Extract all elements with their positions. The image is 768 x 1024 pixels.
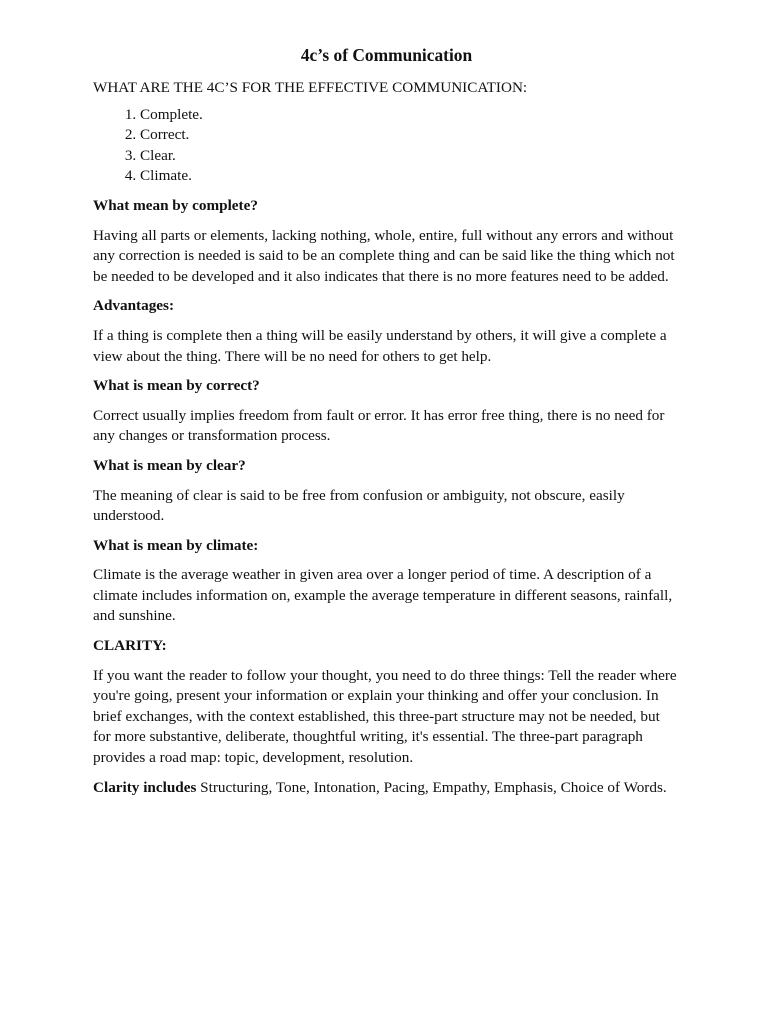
four-cs-list (93, 105, 680, 187)
clarity-paragraph: If you want the reader to follow your thought, you need to do three things: Tell the reader where you're going, present your information or explain your thinking and offer your conclusion. In brief exchanges, with the context established, this three-part structure may not be needed, but for more substantive, deliberate, thoughtful writing, it's essential. The three-part paragraph provides a road map: topic, development, resolution. (93, 666, 677, 767)
document-title: 4c’s of Communication (300, 45, 473, 65)
intro-question: WHAT ARE THE 4C’S FOR THE EFFECTIVE COMMUNICATION: (93, 79, 528, 96)
list-item: 1. Complete. (140, 105, 680, 126)
correct-heading: What is mean by correct? (93, 377, 260, 395)
climate-heading: What is mean by climate: (93, 536, 259, 554)
clarity-includes-text: Structuring, Tone, Intonation, Pacing, Empathy, Emphasis, Choice of Words. (196, 778, 667, 796)
clear-heading: What is mean by clear? (93, 456, 246, 474)
list-item: 3. Clear. (140, 146, 680, 167)
correct-paragraph: Correct usually implies freedom from fault or error. It has error free thing, there is no need for any changes or transformation process. (93, 406, 665, 445)
advantages-heading: Advantages: (93, 297, 175, 315)
advantages-paragraph: If a thing is complete then a thing will be easily understand by others, it will give a complete a view about the thing. There will be no need for others to get help. (93, 326, 667, 365)
clarity-includes-paragraph (93, 778, 680, 799)
list-item: 4. Climate. (140, 166, 680, 187)
clarity-heading: CLARITY: (93, 637, 167, 655)
list-item: 2. Correct. (140, 125, 680, 146)
complete-heading: What mean by complete? (93, 196, 258, 214)
clarity-includes-label: Clarity includes (93, 778, 197, 796)
climate-paragraph: Climate is the average weather in given area over a longer period of time. A description of a climate includes information on, example the average temperature in different seasons, rainfall, and sunshine. (93, 566, 673, 625)
complete-paragraph: Having all parts or elements, lacking nothing, whole, entire, full without any errors and without any correction is needed is said to be an complete thing and can be said like the thing which not be needed to be developed and it also indicates that there is no more features need to be added. (93, 226, 675, 285)
clear-paragraph: The meaning of clear is said to be free from confusion or ambiguity, not obscure, easily understood. (93, 486, 625, 525)
